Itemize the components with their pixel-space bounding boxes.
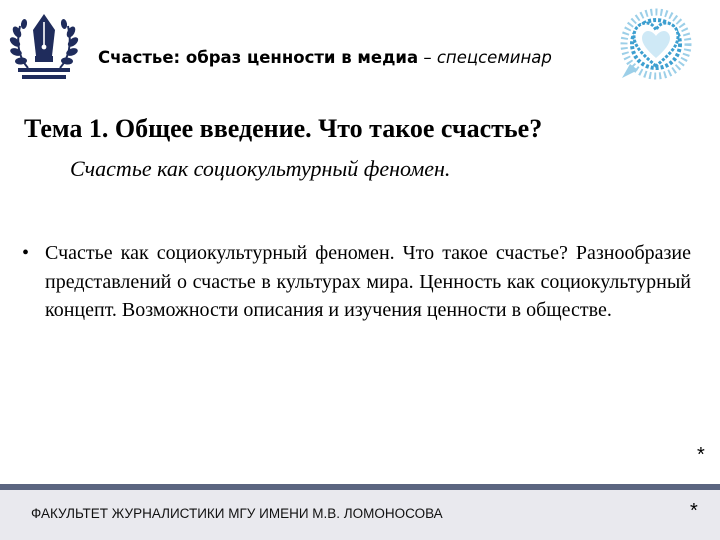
bullet-text: Счастье как социокультурный феномен. Что такое счастье? Разнообразие представлений о счастье в культурах мира. Ценность как социокультурный концепт. Возможности описания и изучения ценности в обществе.	[45, 242, 691, 321]
footer	[0, 490, 720, 540]
header-title	[98, 48, 552, 67]
header-title-subtitle: спецсеминар	[436, 48, 552, 67]
laurel-pen-emblem-icon	[8, 8, 80, 84]
bullet-item	[0, 239, 720, 325]
footer-text: ФАКУЛЬТЕТ ЖУРНАЛИСТИКИ МГУ ИМЕНИ М.В. ЛОМОНОСОВА	[31, 506, 443, 521]
bullet-list	[0, 239, 720, 325]
topic-subtitle: Счастье как социокультурный феномен.	[70, 156, 451, 181]
slide-marker: *	[697, 444, 705, 466]
topic-title: Тема 1. Общее введение. Что такое счастье?	[24, 114, 543, 143]
footer-marker: *	[690, 500, 698, 522]
header-title-main: Счастье: образ ценности в медиа	[98, 48, 419, 67]
faculty-logo	[8, 8, 80, 84]
header-title-dash: –	[418, 48, 437, 67]
heart-cloud-logo	[616, 8, 696, 84]
bullet-dot-icon: •	[22, 242, 30, 264]
heart-word-cloud-icon	[616, 8, 696, 84]
